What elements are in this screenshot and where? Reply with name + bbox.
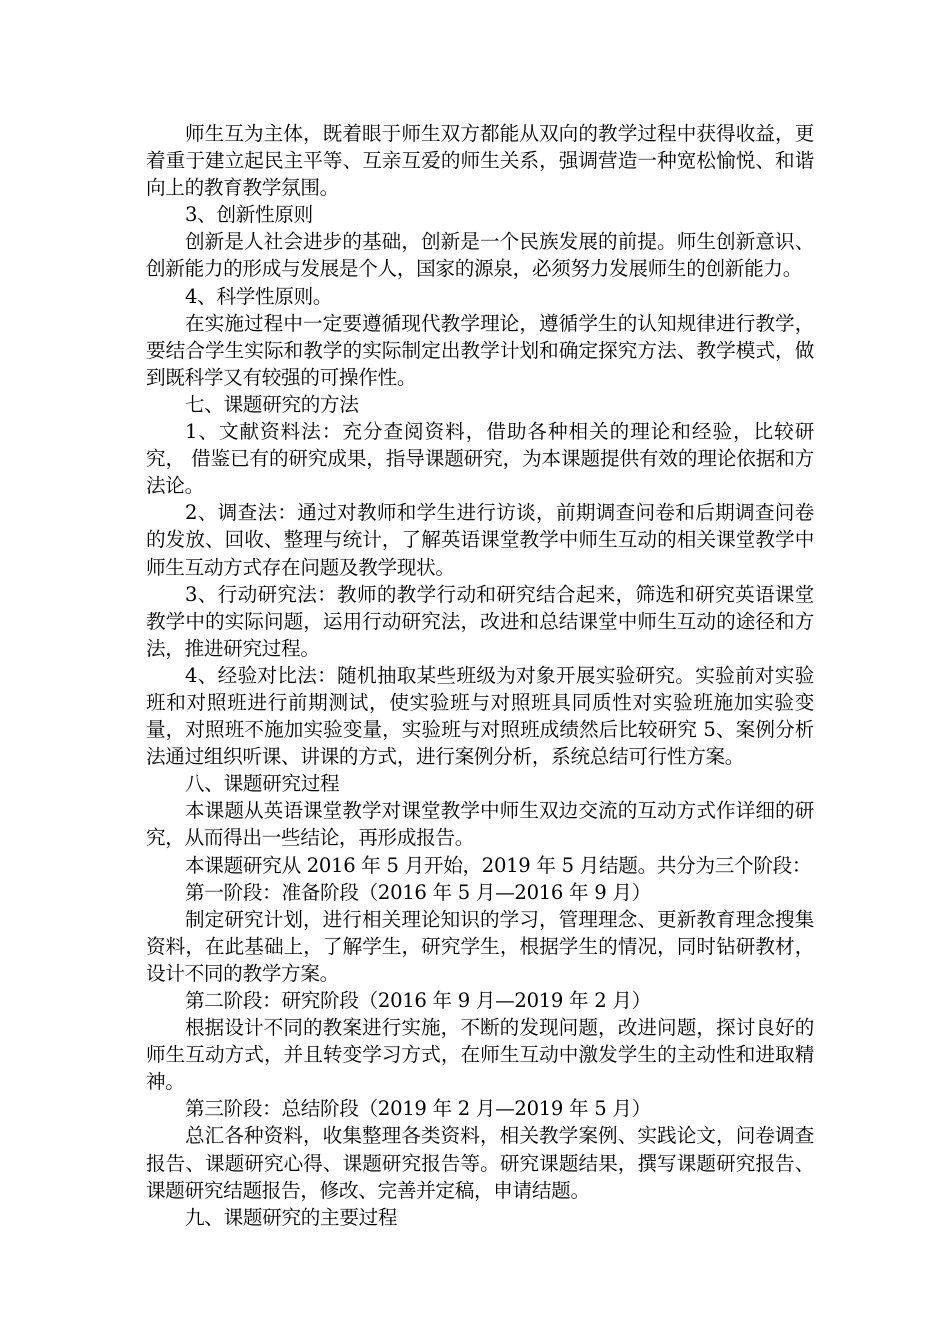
paragraph-stage-one: 制定研究计划，进行相关理论知识的学习，管理理念、更新教育理念搜集资料，在此基础上，了解学生，研究学生，根据学生的情况，同时钻研教材，设计不同的教学方案。	[146, 907, 814, 985]
paragraph-comparison-method: 4、经验对比法：随机抽取某些班级为对象开展实验研究。实验前对实验班和对照班进行前期测试，使实验班与对照班具同质性对实验班施加实验变量，对照班不施加实验变量，实验班与对照班成绩然后比较研究 5、案例分析法通过组织听课、讲课的方式，进行案例分析，系统总结可行性方案。	[146, 663, 814, 769]
paragraph-teacher-student-subject: 师生互为主体，既着眼于师生双方都能从双向的教学过程中获得收益，更着重于建立起民主平等、互亲互爱的师生关系，强调营造一种宽松愉悦、和谐向上的教育教学氛围。	[146, 122, 814, 200]
heading-research-process: 八、课题研究过程	[185, 772, 340, 796]
heading-scientific-principle: 4、科学性原则。	[185, 284, 333, 308]
paragraph-research-scope: 本课题从英语课堂教学对课堂教学中师生双边交流的互动方式作详细的研究，从而得出一些结论，再形成报告。	[146, 799, 814, 850]
heading-innovation-principle: 3、创新性原则	[185, 203, 313, 227]
heading-research-methods: 七、课题研究的方法	[185, 392, 359, 416]
paragraph-research-timeline: 本课题研究从 2016 年 5 月开始，2019 年 5 月结题。共分为三个阶段：	[185, 853, 812, 877]
paragraph-scientific: 在实施过程中一定要遵循现代教学理论，遵循学生的认知规律进行教学，要结合学生实际和教学的实际制定出教学计划和确定探究方法、教学模式，做到既科学又有较强的可操作性。	[146, 311, 814, 389]
heading-stage-one: 第一阶段：准备阶段（2016 年 5 月—2016 年 9 月）	[185, 880, 651, 904]
heading-main-process: 九、课题研究的主要过程	[185, 1205, 398, 1229]
document-page	[146, 120, 814, 1231]
paragraph-survey-method: 2、调查法：通过对教师和学生进行访谈，前期调查问卷和后期调查问卷的发放、回收、整理与统计，了解英语课堂教学中师生互动的相关课堂教学中师生互动方式存在问题及教学现状。	[146, 501, 814, 579]
paragraph-stage-three: 总汇各种资料，收集整理各类资料，相关教学案例、实践论文，问卷调查报告、课题研究心得、课题研究报告等。研究课题结果，撰写课题研究报告、课题研究结题报告，修改、完善并定稿，申请结题。	[146, 1124, 814, 1202]
heading-stage-two: 第二阶段：研究阶段（2016 年 9 月—2019 年 2 月）	[185, 989, 651, 1012]
paragraph-action-research-method: 3、行动研究法：教师的教学行动和研究结合起来，筛选和研究英语课堂教学中的实际问题，运用行动研究法，改进和总结课堂中师生互动的途径和方法，推进研究过程。	[146, 582, 814, 660]
heading-stage-three: 第三阶段：总结阶段（2019 年 2 月—2019 年 5 月）	[185, 1097, 651, 1121]
paragraph-literature-method: 1、文献资料法：充分查阅资料，借助各种相关的理论和经验，比较研究， 借鉴已有的研究成果，指导课题研究，为本课题提供有效的理论依据和方法论。	[146, 420, 814, 498]
paragraph-innovation: 创新是人社会进步的基础，创新是一个民族发展的前提。师生创新意识、创新能力的形成与发展是个人，国家的源泉，必须努力发展师生的创新能力。	[146, 230, 814, 281]
paragraph-stage-two: 根据设计不同的教案进行实施，不断的发现问题，改进问题，探讨良好的师生互动方式，并且转变学习方式，在师生互动中激发学生的主动性和进取精神。	[146, 1016, 814, 1094]
